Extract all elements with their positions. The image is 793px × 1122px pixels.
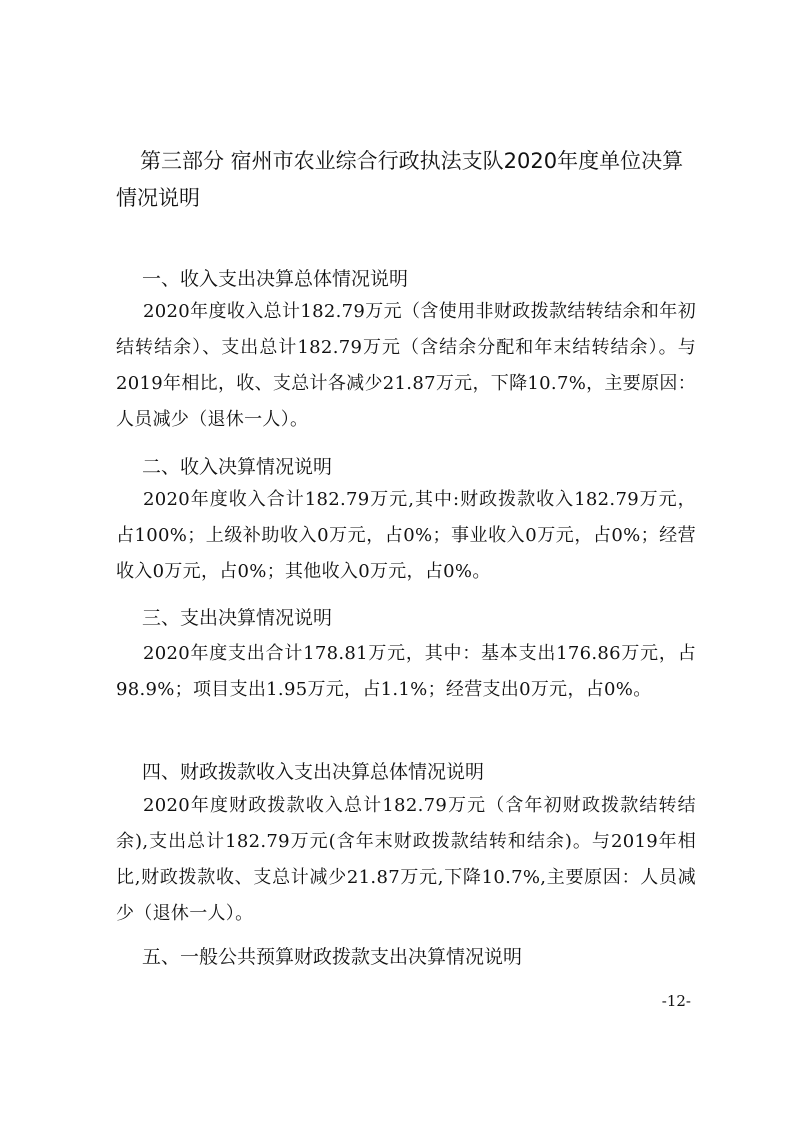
section-body-4: 2020年度财政拨款收入总计182.79万元（含年初财政拨款结转结余),支出总计182.79万元(含年末财政拨款结转和结余)。与2019年相比,财政拨款收、支总计减少21.87万元,下降10.7%,主要原因：人员减少（退休一人）。 [116, 795, 696, 924]
section-heading-2: 二、收入决算情况说明 [142, 456, 333, 478]
section-heading-3: 三、支出决算情况说明 [142, 607, 333, 629]
section-body-1: 2020年度收入总计182.79万元（含使用非财政拨款结转结余和年初结转结余）、支出总计182.79万元（含结余分配和年末结转结余）。与2019年相比，收、支总计各减少21.87万元，下降10.7%，主要原因：人员减少（退休一人）。 [116, 301, 696, 430]
document-title: 第三部分 宿州市农业综合行政执法支队2020年度单位决算情况说明 [116, 149, 684, 210]
section-body-2: 2020年度收入合计182.79万元,其中:财政拨款收入182.79万元，占100%；上级补助收入0万元，占0%；事业收入0万元，占0%；经营收入0万元，占0%；其他收入0万元，占0%。 [116, 489, 696, 582]
section-heading-4: 四、财政拨款收入支出决算总体情况说明 [142, 761, 485, 783]
page-number: -12- [661, 992, 691, 1010]
section-body-3: 2020年度支出合计178.81万元，其中：基本支出176.86万元，占98.9%；项目支出1.95万元，占1.1%；经营支出0万元，占0%。 [116, 643, 696, 700]
section-heading-1: 一、收入支出决算总体情况说明 [142, 268, 409, 290]
section-heading-5: 五、一般公共预算财政拨款支出决算情况说明 [142, 946, 523, 968]
